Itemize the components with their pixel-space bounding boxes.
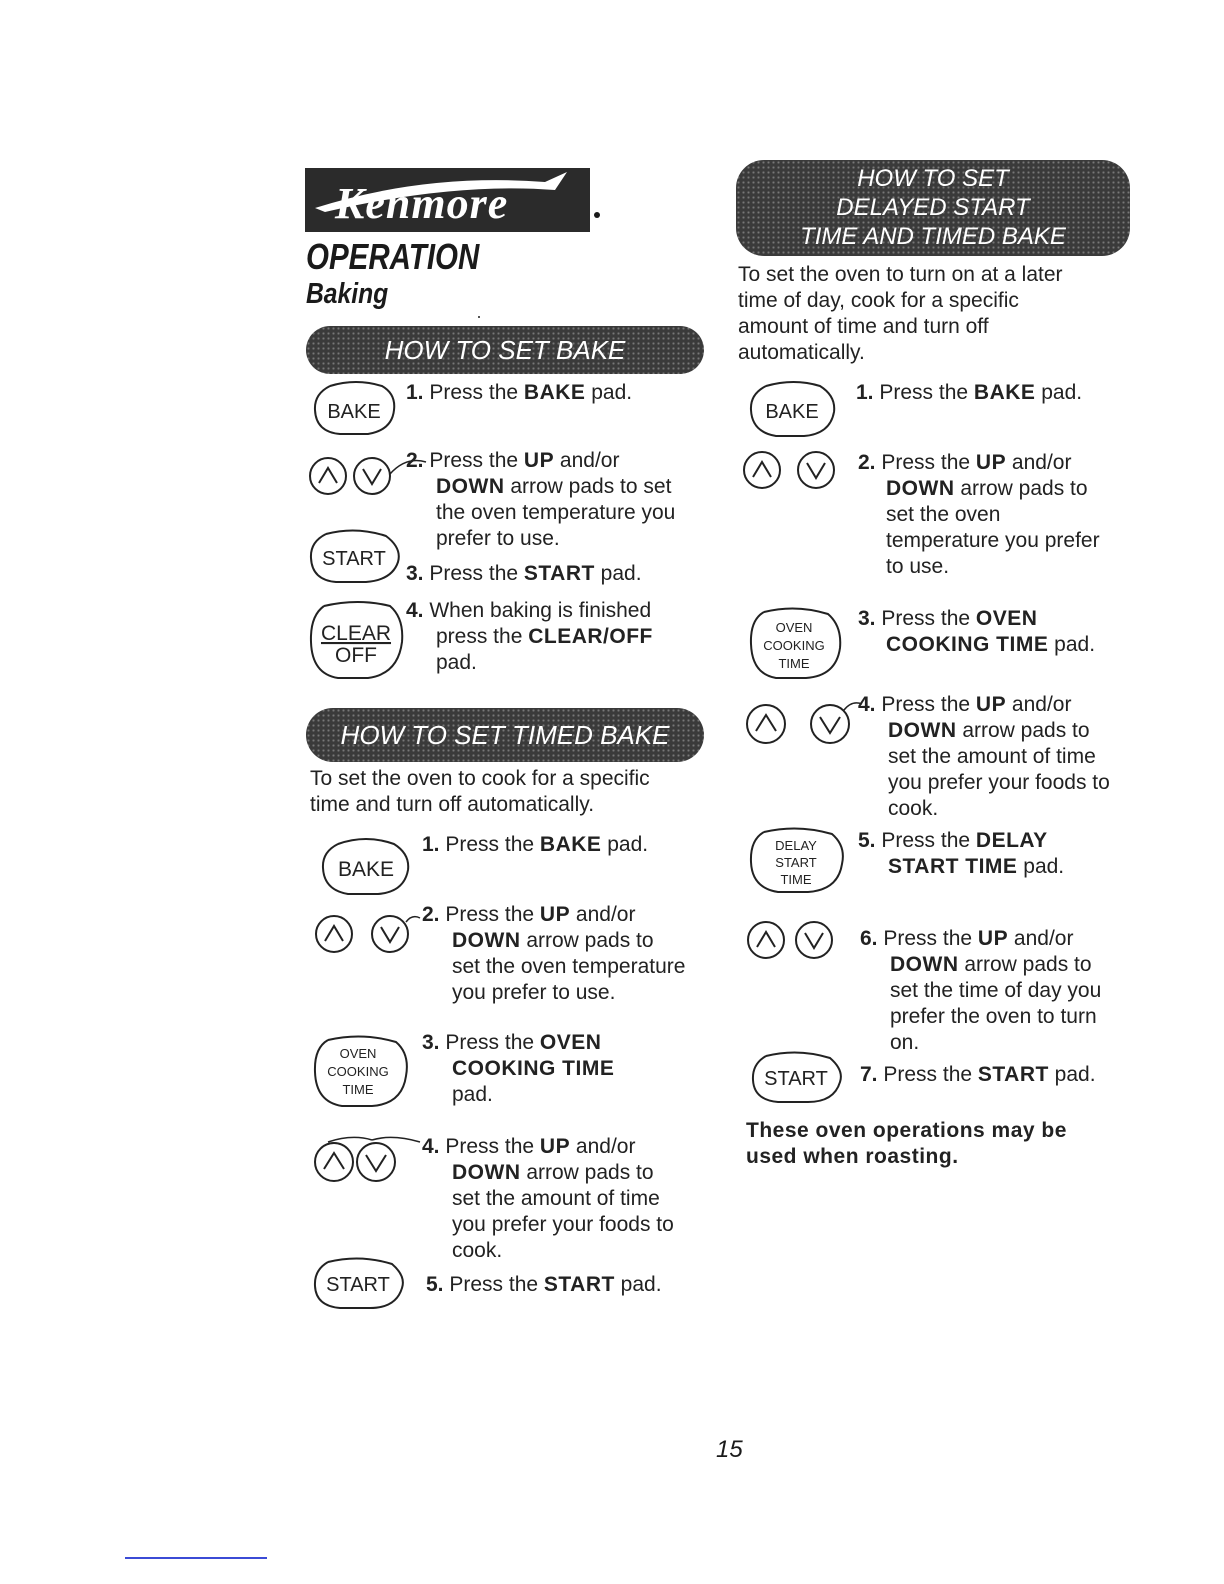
bake-pad-icon	[318, 836, 418, 898]
pad-label: START	[775, 855, 817, 870]
bake-pad-icon	[746, 380, 842, 440]
oven-cooking-time-pad-icon	[746, 604, 846, 682]
pad-label: START	[322, 548, 386, 570]
pad-label: DELAY	[775, 838, 817, 853]
timed-step-5: 5. Press the START pad.	[426, 1273, 662, 1296]
page-title: OPERATION	[306, 236, 480, 277]
up-down-arrow-pads-icon	[312, 908, 422, 956]
page-number: 15	[716, 1436, 743, 1463]
banner-text: HOW TO SET TIMED BAKE	[340, 720, 670, 750]
delayed-step-5: 5. Press the DELAY START TIME pad.	[858, 829, 1065, 878]
footer-rule	[125, 1557, 267, 1559]
up-down-arrow-pads-icon	[740, 448, 850, 494]
logo-dot	[594, 212, 600, 218]
timed-step-1: 1. Press the BAKE pad.	[422, 833, 649, 856]
how-to-set-timed-bake-banner	[306, 708, 704, 762]
stray-mark	[478, 316, 480, 318]
delayed-step-3: 3. Press the OVEN COOKING TIME pad.	[858, 607, 1096, 656]
up-down-arrow-pads-icon	[744, 918, 858, 964]
clear-off-pad-icon	[306, 598, 410, 684]
bake-step-4: 4. When baking is finished press the CLEAR/OFF pad.	[406, 599, 653, 674]
pad-label: OVEN	[775, 620, 813, 635]
timed-step-2: 2. Press the UP and/or DOWN arrow pads to set the oven temperature you prefer to use.	[422, 903, 686, 1004]
up-down-arrow-pads-icon	[744, 694, 864, 748]
pad-label: COOKING	[327, 1064, 389, 1079]
start-pad-icon	[306, 528, 406, 586]
delayed-step-4: 4. Press the UP and/or DOWN arrow pads to set the amount of time you prefer your foods to cook.	[858, 693, 1110, 820]
pad-label: START	[764, 1068, 828, 1090]
oven-cooking-time-pad-icon	[310, 1032, 414, 1110]
pad-label: TIME	[342, 1082, 374, 1097]
how-to-set-bake-banner	[306, 326, 704, 374]
banner-text: HOW TO SET BAKE	[384, 335, 626, 365]
timed-bake-intro: To set the oven to cook for a specific time and turn off automatically.	[310, 767, 650, 816]
up-down-arrow-pads-icon	[312, 1132, 424, 1184]
roasting-note: These oven operations may be used when roasting.	[746, 1119, 1067, 1168]
timed-step-3: 3. Press the OVEN COOKING TIME pad.	[422, 1031, 615, 1106]
pad-label: TIME	[780, 872, 812, 887]
pad-label: BAKE	[337, 858, 395, 881]
bake-step-3: 3. Press the START pad.	[406, 562, 642, 585]
start-pad-icon	[748, 1050, 848, 1106]
delayed-start-banner	[736, 160, 1130, 256]
banner-line: DELAYED START	[836, 194, 1030, 221]
pad-label: TIME	[778, 656, 810, 671]
bake-pad-icon	[310, 380, 402, 438]
kenmore-logo	[305, 168, 590, 232]
start-pad-icon	[310, 1256, 410, 1312]
delayed-step-6: 6. Press the UP and/or DOWN arrow pads to set the time of day you prefer the oven to turn on.	[860, 927, 1102, 1054]
pad-label: OFF	[335, 644, 377, 667]
pad-label: COOKING	[763, 638, 825, 653]
pad-label: OVEN	[339, 1046, 377, 1061]
delayed-step-7: 7. Press the START pad.	[860, 1063, 1096, 1086]
delayed-intro: To set the oven to turn on at a later time of day, cook for a specific amount of time and turn off automatically.	[738, 263, 1063, 364]
pad-label: BAKE	[765, 401, 819, 423]
banner-line: TIME AND TIMED BAKE	[800, 223, 1066, 250]
banner-line: HOW TO SET	[857, 165, 1009, 192]
delayed-step-1: 1. Press the BAKE pad.	[856, 381, 1083, 404]
delayed-step-2: 2. Press the UP and/or DOWN arrow pads to set the oven temperature you prefer to use.	[858, 451, 1100, 578]
bake-step-2: 2. Press the UP and/or DOWN arrow pads to set the oven temperature you prefer to use.	[406, 449, 676, 550]
bake-step-1: 1. Press the BAKE pad.	[406, 381, 633, 404]
delay-start-time-pad-icon	[746, 826, 850, 896]
page-subtitle: Baking	[306, 278, 389, 310]
timed-step-4: 4. Press the UP and/or DOWN arrow pads to set the amount of time you prefer your foods to cook.	[422, 1135, 674, 1262]
pad-label: START	[326, 1274, 390, 1296]
logo-wordmark: Kenmore	[335, 179, 509, 228]
pad-label: CLEAR	[320, 622, 392, 645]
pad-label: BAKE	[327, 401, 381, 423]
